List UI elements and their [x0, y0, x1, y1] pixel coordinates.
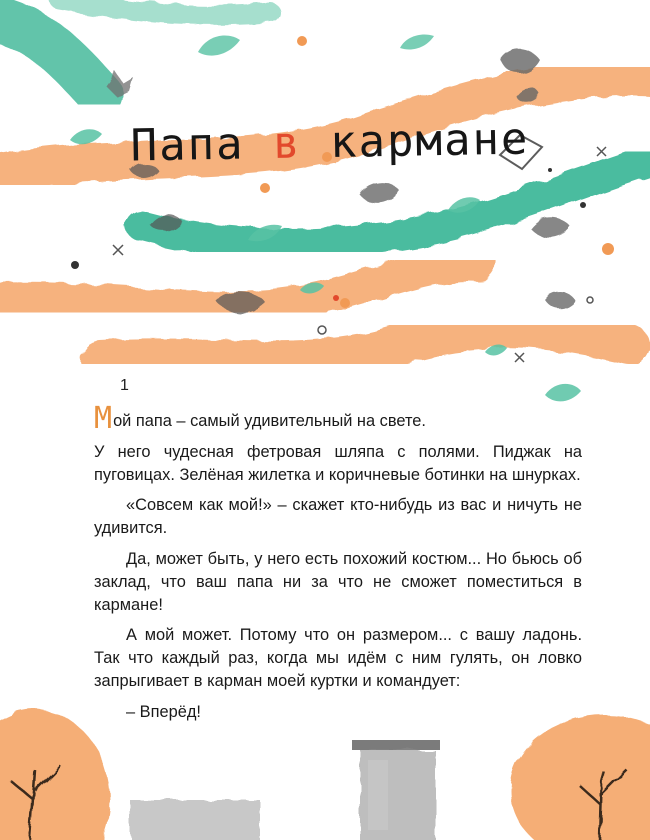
leaf-teal-2	[400, 35, 434, 50]
paragraph-1-text: ой папа – самый удивительный на свете.	[113, 412, 426, 430]
chapter-number: 1	[120, 377, 129, 394]
title-part-2: кармане	[301, 113, 530, 169]
jar	[352, 740, 440, 840]
story-text	[94, 401, 582, 732]
title-accent: в	[272, 117, 302, 170]
gray-block	[130, 800, 260, 840]
orange-band-3	[100, 329, 630, 361]
paragraph-1	[94, 401, 582, 436]
leaf-teal-1	[198, 36, 240, 56]
paragraph-3: «Совсем как мой!» – скажет кто-нибудь из вас и ничуть не удивится.	[94, 496, 582, 538]
page-title	[130, 114, 531, 172]
title-part-1: Папа	[130, 118, 274, 172]
red-dots	[333, 295, 339, 301]
paragraph-5: А мой может. Потому что он размером... с вашу ладонь. Так что каждый раз, когда мы идём с ним гулять, он ловко запрыгивает в карман моей куртки и командует:	[94, 626, 582, 690]
orange-tree-right	[510, 715, 650, 840]
paragraph-4: Да, может быть, у него есть похожий костюм... Но бьюсь об заклад, что ваш папа ни за что не сможет поместиться в кармане!	[94, 549, 582, 614]
paragraph-2: У него чудесная фетровая шляпа с полями. Пиджак на пуговицах. Зелёная жилетка и коричневые ботинки на шнурках.	[94, 442, 582, 484]
drop-cap: М	[94, 401, 113, 436]
paragraph-6: – Вперёд!	[126, 702, 201, 721]
